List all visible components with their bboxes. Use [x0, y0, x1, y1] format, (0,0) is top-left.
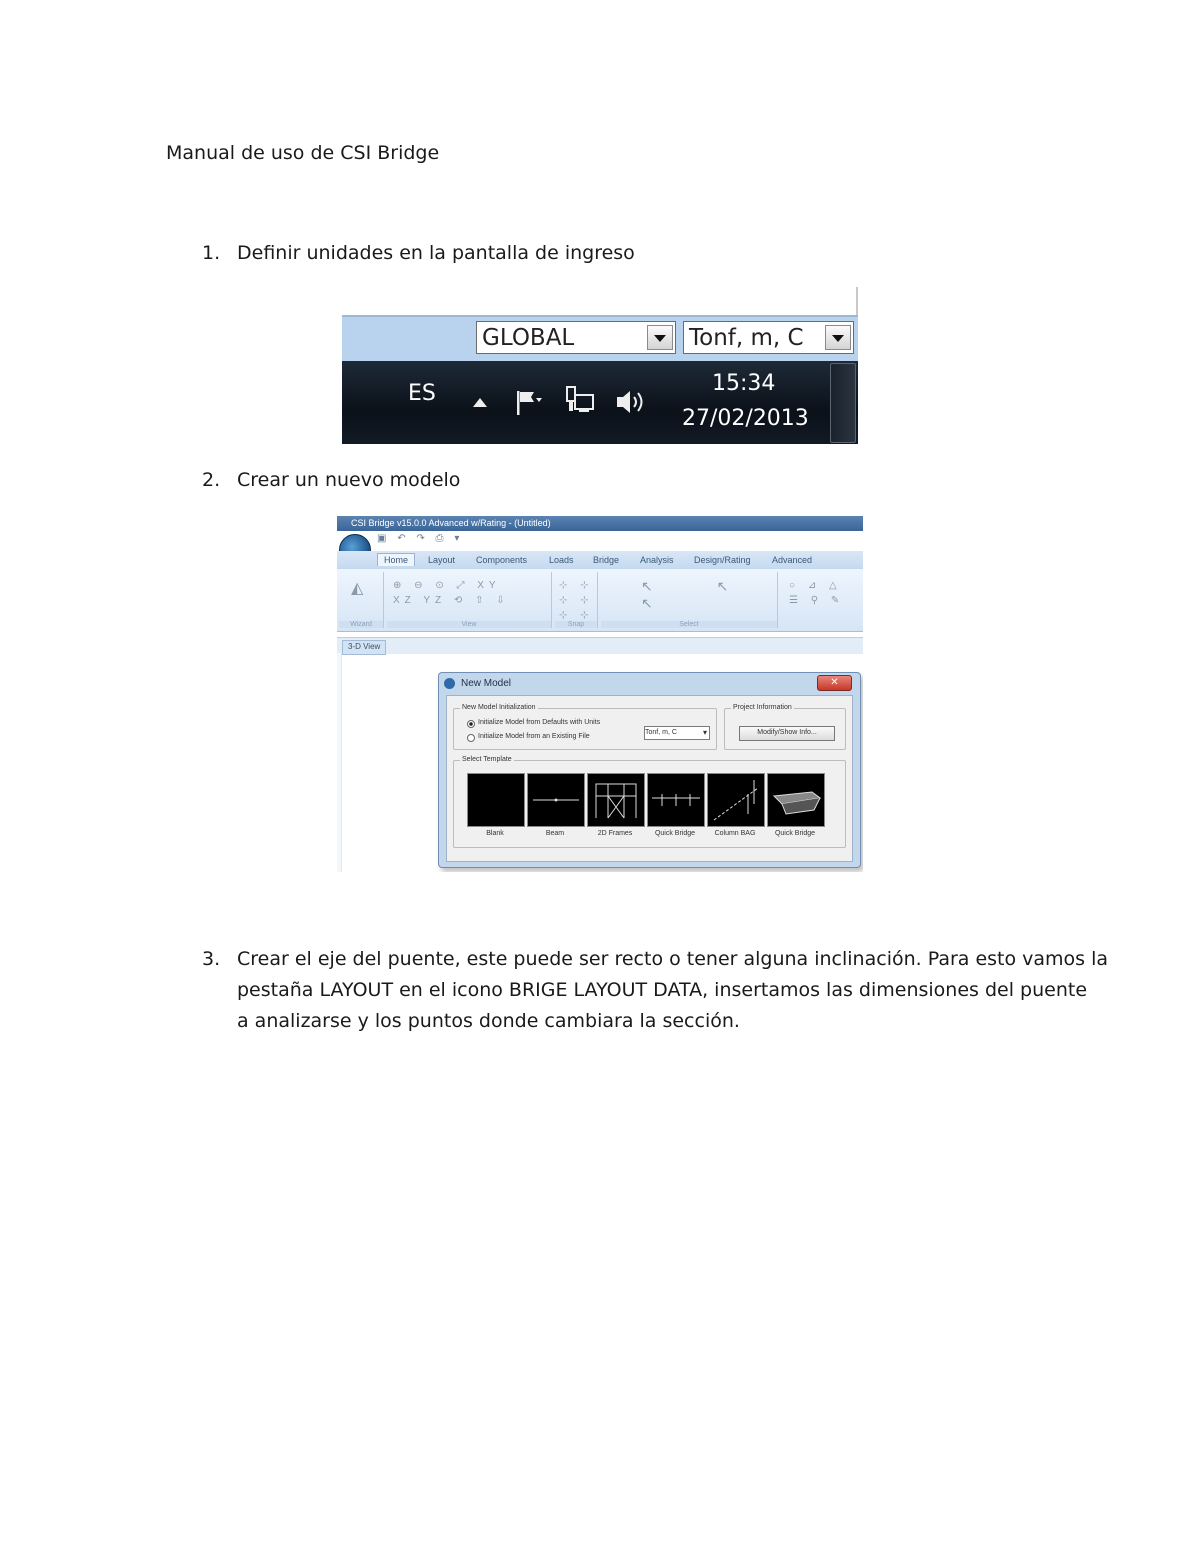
ribbon-group-view — [387, 572, 552, 628]
flag-icon[interactable] — [514, 389, 546, 423]
template-2d-frames[interactable] — [587, 773, 645, 827]
show-hidden-icons-icon[interactable] — [473, 398, 487, 407]
ribbon-group-display — [781, 572, 861, 628]
step-3-line-2: pestaña LAYOUT en el icono BRIGE LAYOUT DATA, insertamos las dimensiones del puente — [237, 979, 1088, 1001]
dialog-logo-icon — [444, 678, 455, 689]
units-value: Tonf, m, C — [689, 325, 804, 351]
clock-date[interactable]: 27/02/2013 — [682, 406, 809, 431]
snap-tools-icons[interactable]: ⊹ ⊹ ⊹ ⊹ ⊹ ⊹ — [559, 580, 594, 621]
template-label: Quick Bridge — [774, 830, 816, 837]
option-defaults-radio[interactable] — [467, 720, 475, 728]
step-3-line-3: a analizarse y los puntos donde cambiara la sección. — [237, 1010, 740, 1032]
display-tools-icons[interactable]: ○ ⊿ △ ☰ ⚲ ✎ — [789, 580, 845, 606]
template-label: 2D Frames — [597, 830, 633, 837]
option-existing-file-radio[interactable] — [467, 734, 475, 742]
tab-3d-view[interactable]: 3-D View — [342, 640, 386, 655]
step-3-number: 3. — [202, 948, 221, 970]
step-2-number: 2. — [202, 469, 221, 491]
project-information-group-label: Project Information — [733, 704, 792, 711]
initialization-group — [453, 704, 717, 750]
workspace-edge — [337, 653, 342, 872]
tab-home[interactable]: Home — [377, 553, 415, 566]
quick-access-toolbar[interactable]: ▣ ↶ ↷ ⎙ ▾ — [377, 533, 464, 544]
view-tab-bar — [337, 637, 863, 654]
modify-show-info-button[interactable]: Modify/Show Info... — [739, 726, 835, 741]
template-label: Beam — [545, 830, 565, 837]
coordinate-system-dropdown[interactable] — [476, 321, 676, 354]
ribbon-tabs — [337, 551, 863, 569]
template-group-label: Select Template — [462, 756, 512, 763]
dialog-title: New Model — [461, 678, 512, 689]
show-desktop-button[interactable] — [830, 363, 856, 443]
template-label: Quick Bridge — [654, 830, 696, 837]
ribbon-group-label: Snap — [555, 621, 597, 628]
ribbon-group-label: Select — [601, 621, 777, 628]
document-title: Manual de uso de CSI Bridge — [166, 142, 440, 164]
tab-design-rating[interactable]: Design/Rating — [694, 555, 751, 565]
project-information-group — [724, 704, 846, 750]
clock-time[interactable]: 15:34 — [712, 371, 776, 396]
initialization-group-label: New Model Initialization — [462, 704, 536, 711]
window-top-band — [342, 287, 858, 315]
template-label: Column BAG — [714, 830, 756, 837]
language-indicator[interactable]: ES — [408, 381, 436, 406]
step-2-text: Crear un nuevo modelo — [237, 469, 461, 491]
option-existing-file-label[interactable]: Initialize Model from an Existing File — [478, 733, 590, 740]
ribbon-group-snap — [555, 572, 598, 628]
speaker-icon[interactable] — [614, 387, 648, 423]
chevron-down-icon[interactable] — [647, 325, 673, 350]
view-tools-icons[interactable]: ⊕ ⊖ ⊙ ⤢ XY XZ YZ ⟲ ⇧ ⇩ — [393, 580, 510, 606]
bridge-wizard-icon[interactable]: ◭ — [351, 580, 369, 597]
coordinate-system-value: GLOBAL — [482, 325, 575, 351]
template-column-bag[interactable] — [707, 773, 765, 827]
units-dropdown[interactable] — [683, 321, 854, 354]
ribbon-group-wizard — [339, 572, 384, 628]
template-beam[interactable] — [527, 773, 585, 827]
step-1-number: 1. — [202, 242, 221, 264]
template-group — [453, 756, 846, 848]
dialog-body — [446, 695, 853, 862]
new-model-dialog — [438, 672, 861, 868]
tab-loads[interactable]: Loads — [549, 555, 574, 565]
units-combo[interactable]: Tonf, m, C ▾ — [644, 726, 710, 740]
tab-advanced[interactable]: Advanced — [772, 555, 813, 565]
windows-taskbar — [342, 361, 858, 444]
template-quick-bridge[interactable] — [647, 773, 705, 827]
tab-analysis[interactable]: Analysis — [640, 555, 674, 565]
template-blank[interactable] — [467, 773, 525, 827]
step-3-line-1: Crear el eje del puente, este puede ser recto o tener alguna inclinación. Para esto vamos la — [237, 948, 1109, 970]
template-label: Blank — [486, 830, 504, 837]
option-defaults-label[interactable]: Initialize Model from Defaults with Units — [478, 719, 601, 726]
ribbon-group-label: Wizard — [339, 621, 383, 628]
network-icon[interactable] — [563, 383, 597, 425]
select-tools-icons[interactable]: ↖ ↖ ↖ — [641, 578, 759, 611]
new-model-screenshot — [337, 516, 863, 872]
chevron-down-icon[interactable] — [825, 325, 851, 350]
tab-components[interactable]: Components — [476, 555, 528, 565]
app-title-bar — [337, 516, 863, 531]
tab-layout[interactable]: Layout — [428, 555, 456, 565]
app-title: CSI Bridge v15.0.0 Advanced w/Rating - (Untitled) — [351, 518, 551, 528]
step-1-text: Definir unidades en la pantalla de ingreso — [237, 242, 635, 264]
ribbon-group-select — [601, 572, 778, 628]
units-screenshot — [342, 287, 858, 444]
ribbon-body — [337, 569, 863, 632]
template-quick-bridge-3d[interactable] — [767, 773, 825, 827]
tab-bridge[interactable]: Bridge — [593, 555, 620, 565]
ribbon-group-label: View — [387, 621, 551, 628]
close-icon[interactable]: ✕ — [817, 675, 852, 691]
